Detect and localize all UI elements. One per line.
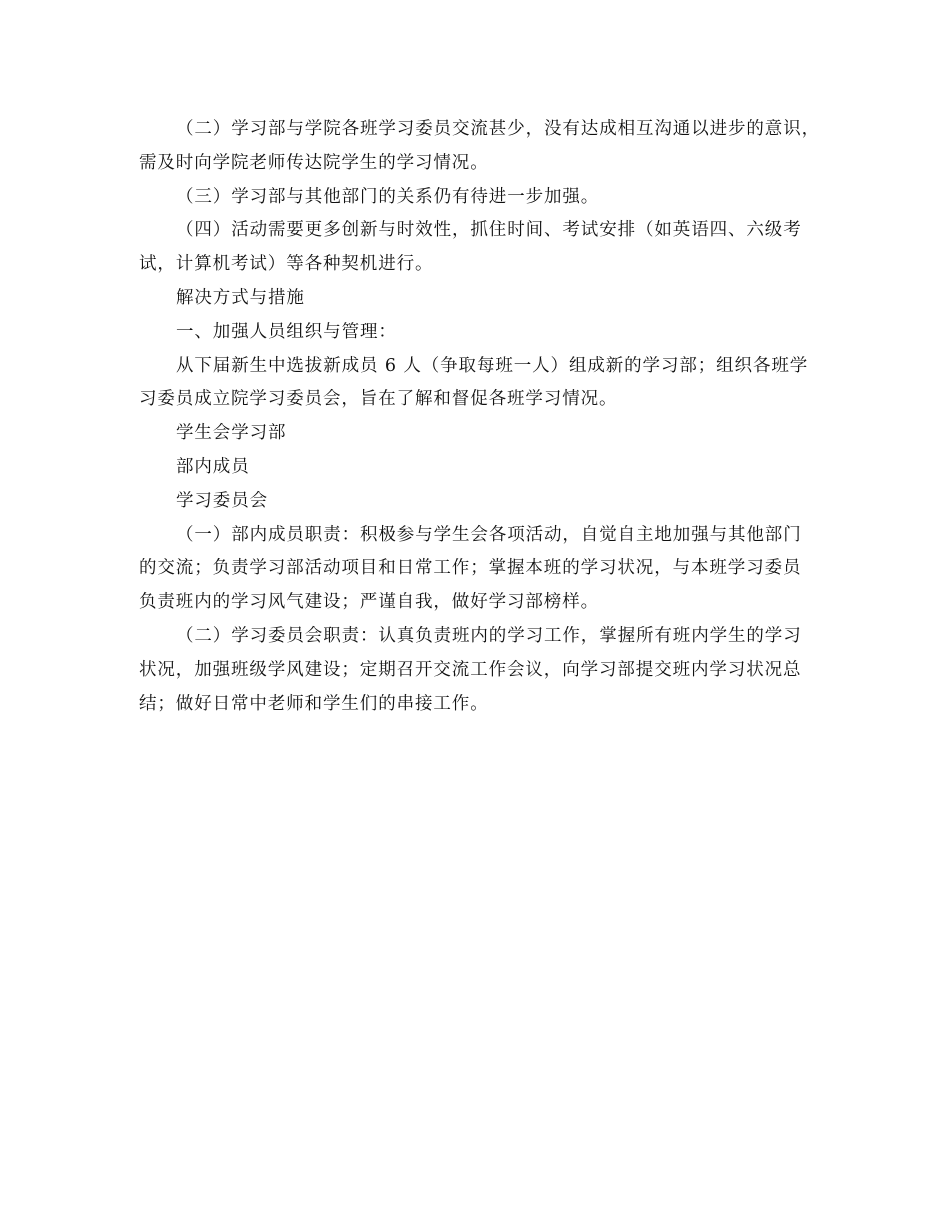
paragraph-member-duties — [139, 519, 815, 620]
text-line: 部内成员 — [176, 456, 250, 477]
subheading-organization — [139, 316, 815, 350]
text-line: （四）活动需要更多创新与时效性，抓住时间、考试安排（如英语四、六级考 — [176, 220, 802, 241]
text-line: （三）学习部与其他部门的关系仍有待进一步加强。 — [176, 186, 600, 207]
org-item-committee — [139, 485, 815, 519]
paragraph-problem-3 — [139, 181, 815, 215]
text-line: 结；做好日常中老师和学生们的串接工作。 — [139, 693, 489, 714]
org-item-study-department — [139, 417, 815, 451]
text-line: 需及时向学院老师传达院学生的学习情况。 — [139, 152, 489, 173]
text-line: 习委员成立院学习委员会，旨在了解和督促各班学习情况。 — [139, 389, 618, 410]
text-line: （二）学习委员会职责：认真负责班内的学习工作，掌握所有班内学生的学习 — [176, 625, 802, 646]
text-line: （二）学习部与学院各班学习委员交流甚少，没有达成相互沟通以进步的意识， — [176, 119, 820, 139]
text-line: 解决方式与措施 — [176, 287, 305, 308]
text-line: 学习委员会 — [176, 490, 268, 511]
text-line: 的交流；负责学习部活动项目和日常工作；掌握本班的学习状况，与本班学习委员 — [139, 558, 802, 579]
org-item-members — [139, 451, 815, 485]
section-heading-solutions — [139, 282, 815, 316]
paragraph-recruitment — [139, 350, 815, 418]
paragraph-problem-4 — [139, 214, 815, 282]
text-line: 状况，加强班级学风建设；定期召开交流工作会议，向学习部提交班内学习状况总 — [139, 659, 802, 680]
text-line: 一、加强人员组织与管理： — [176, 321, 397, 342]
text-line: （一）部内成员职责：积极参与学生会各项活动，自觉自主地加强与其他部门 — [176, 524, 802, 545]
text-line: 试，计算机考试）等各种契机进行。 — [139, 254, 434, 275]
paragraph-committee-duties — [139, 620, 815, 721]
document-body — [139, 113, 820, 721]
text-line: 负责班内的学习风气建设；严谨自我，做好学习部榜样。 — [139, 592, 599, 613]
paragraph-problem-2 — [139, 113, 820, 181]
text-line: 学生会学习部 — [176, 423, 287, 444]
text-line: 从下届新生中选拔新成员 6 人（争取每班一人）组成新的学习部；组织各班学 — [176, 355, 809, 376]
